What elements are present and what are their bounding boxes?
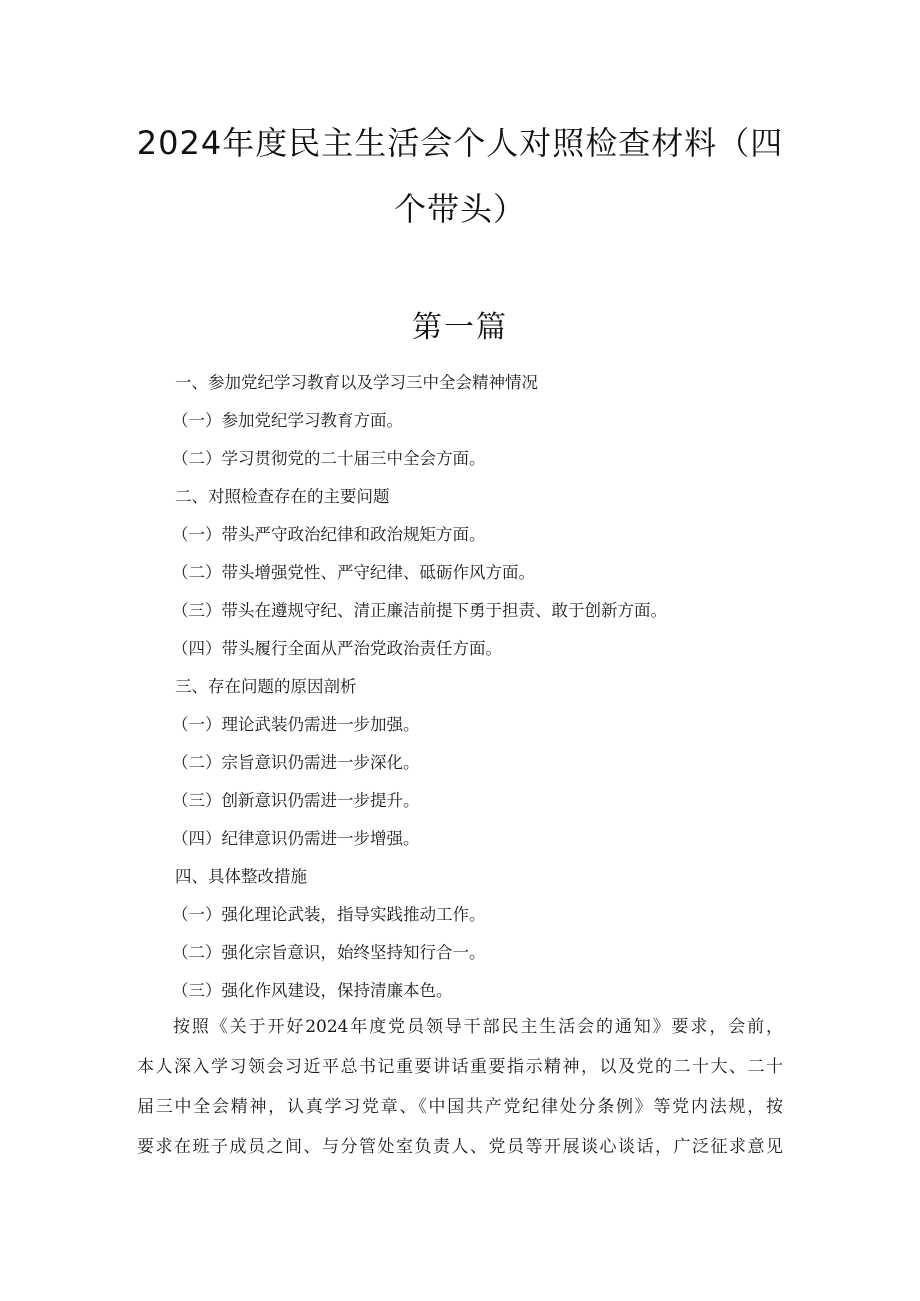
outline-subitem: （四）纪律意识仍需进一步增强。 [172, 829, 420, 848]
outline-subitem: （二）强化宗旨意识，始终坚持知行合一。 [172, 943, 486, 962]
outline-subitem: （三）带头在遵规守纪、清正廉洁前提下勇于担责、敢于创新方面。 [172, 601, 667, 620]
outline-subitem: （一）参加党纪学习教育方面。 [172, 411, 403, 430]
paragraph-line: 要求在班子成员之间、与分管处室负责人、党员等开展谈心谈话，广泛征求意见 [137, 1137, 783, 1157]
outline-section-heading: 四、具体整改措施 [175, 867, 307, 886]
document-title-line-1: 2024年度民主生活会个人对照检查材料（四 [136, 124, 784, 162]
paragraph-line: 届三中全会精神，认真学习党章、《中国共产党纪律处分条例》等党内法规，按 [137, 1097, 783, 1117]
outline-section-heading: 二、对照检查存在的主要问题 [175, 487, 390, 506]
outline-subitem: （二）带头增强党性、严守纪律、砥砺作风方面。 [172, 563, 535, 582]
outline-subitem: （一）带头严守政治纪律和政治规矩方面。 [172, 525, 486, 544]
body-paragraph [137, 1014, 783, 1174]
paragraph-line: 本人深入学习领会习近平总书记重要讲话重要指示精神，以及党的二十大、二十 [137, 1057, 783, 1077]
paragraph-line: 按照《关于开好2024年度党员领导干部民主生活会的通知》要求，会前， [173, 1017, 783, 1037]
outline-section-heading: 三、存在问题的原因剖析 [175, 677, 357, 696]
outline-subitem: （一）强化理论武装，指导实践推动工作。 [172, 905, 486, 924]
chapter-heading: 第一篇 [412, 310, 508, 345]
outline-subitem: （一）理论武装仍需进一步加强。 [172, 715, 420, 734]
outline-section-heading: 一、参加党纪学习教育以及学习三中全会精神情况 [175, 373, 538, 392]
document-title-line-2: 个带头） [393, 190, 526, 228]
outline-list [172, 372, 812, 1018]
outline-subitem: （二）学习贯彻党的二十届三中全会方面。 [172, 449, 486, 468]
outline-subitem: （四）带头履行全面从严治党政治责任方面。 [172, 639, 502, 658]
outline-subitem: （二）宗旨意识仍需进一步深化。 [172, 753, 420, 772]
outline-subitem: （三）创新意识仍需进一步提升。 [172, 791, 420, 810]
outline-subitem: （三）强化作风建设，保持清廉本色。 [172, 981, 453, 1000]
